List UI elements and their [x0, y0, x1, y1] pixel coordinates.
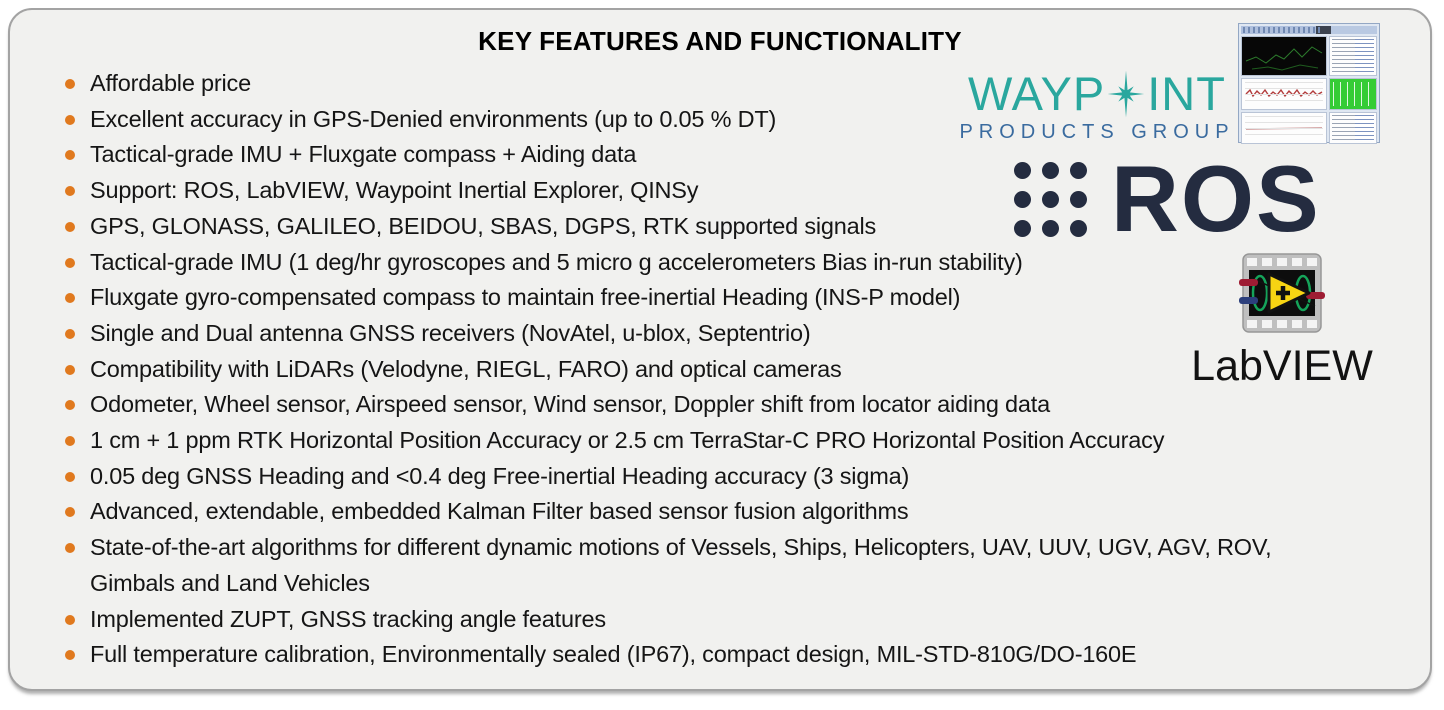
ros-dots-icon — [1014, 162, 1087, 237]
feature-item — [62, 423, 1165, 459]
feature-item — [62, 494, 1000, 530]
waypoint-logo — [954, 68, 1240, 143]
waypoint-word-end: INT — [1147, 67, 1226, 120]
bullet-icon — [65, 400, 75, 410]
feature-text: Compatibility with LiDARs (Velodyne, RIEGL, FARO) and optical cameras — [90, 355, 842, 382]
feature-text: Affordable price — [90, 70, 251, 96]
feature-text: Odometer, Wheel sensor, Airspeed sensor, Wind sensor, Doppler shift from locator aiding data — [90, 391, 1050, 418]
gray-signal-icon — [1242, 113, 1326, 143]
compass-star-icon — [1106, 68, 1146, 120]
feature-item — [62, 387, 1050, 423]
feature-text: 1 cm + 1 ppm RTK Horizontal Position Accuracy or 2.5 cm TerraStar-C PRO Horizontal Position Accuracy — [90, 427, 1165, 454]
bullet-icon — [65, 150, 75, 160]
bullet-icon — [65, 186, 75, 196]
feature-item — [62, 637, 1137, 673]
feature-item — [62, 316, 1000, 352]
bullet-icon — [65, 436, 75, 446]
trajectory-plot-icon — [1242, 37, 1326, 75]
feature-text: State-of-the-art algorithms for different dynamic motions of Vessels, Ships, Helicopters, UAV, UUV, UGV, AGV, ROV, Gimbals and Land Vehicles — [90, 534, 1272, 596]
feature-text: Tactical-grade IMU (1 deg/hr gyroscopes and 5 micro g accelerometers Bias in-run stability) — [90, 248, 1023, 275]
feature-text: Support: ROS, LabVIEW, Waypoint Inertial Explorer, QINSy — [90, 177, 699, 204]
feature-text: Full temperature calibration, Environmentally sealed (IP67), compact design, MIL-STD-810G/DO-160E — [90, 641, 1137, 668]
feature-text: 0.05 deg GNSS Heading and <0.4 deg Free-inertial Heading accuracy (3 sigma) — [90, 462, 910, 489]
feature-text: Fluxgate gyro-compensated compass to maintain free-inertial Heading (INS-P model) — [90, 284, 961, 311]
waypoint-wordmark — [954, 68, 1240, 120]
bullet-icon — [65, 115, 75, 125]
bullet-icon — [65, 472, 75, 482]
feature-text: Excellent accuracy in GPS-Denied environments (up to 0.05 % DT) — [90, 105, 777, 132]
bullet-icon — [65, 365, 75, 375]
feature-text: GPS, GLONASS, GALILEO, BEIDOU, SBAS, DGPS, RTK supported signals — [90, 212, 877, 239]
bullet-icon — [65, 293, 75, 303]
feature-item — [62, 280, 1000, 316]
labview-filmstrip-icon — [1239, 250, 1325, 336]
feature-item — [62, 209, 1000, 245]
page-title: KEY FEATURES AND FUNCTIONALITY — [478, 26, 962, 56]
feature-item — [62, 66, 1000, 102]
bullet-icon — [65, 650, 75, 660]
thumb-window-titlebar — [1241, 26, 1377, 34]
key-features-panel — [8, 8, 1432, 691]
feature-item — [62, 530, 1272, 601]
bullet-icon — [65, 329, 75, 339]
ros-logo — [1014, 146, 1321, 251]
feature-item — [62, 245, 1023, 281]
feature-item — [62, 102, 1000, 138]
feature-item — [62, 459, 1000, 495]
thumb-panels-grid — [1241, 36, 1377, 144]
bullet-icon — [65, 79, 75, 89]
feature-item — [62, 137, 1000, 173]
thumb-status-panel — [1329, 36, 1377, 76]
bullet-icon — [65, 258, 75, 268]
ros-wordmark: ROS — [1111, 146, 1321, 251]
feature-item — [62, 352, 1000, 388]
bullet-icon — [65, 543, 75, 553]
waypoint-word-start: WAYP — [968, 67, 1106, 120]
feature-text: Tactical-grade IMU + Fluxgate compass + Aiding data — [90, 141, 637, 168]
thumb-signal-plot — [1241, 78, 1327, 110]
labview-wordmark: LabVIEW — [1191, 342, 1373, 390]
thumb-lower-plot — [1241, 112, 1327, 144]
labview-logo — [1186, 250, 1378, 389]
thumb-list-panel — [1329, 112, 1377, 144]
red-signal-icon — [1242, 79, 1326, 109]
feature-text: Advanced, extendable, embedded Kalman Filter based sensor fusion algorithms — [90, 498, 909, 525]
feature-text: Single and Dual antenna GNSS receivers (NovAtel, u-blox, Septentrio) — [90, 319, 811, 346]
feature-item — [62, 602, 1000, 638]
bullet-icon — [65, 615, 75, 625]
thumb-map-plot — [1241, 36, 1327, 76]
thumb-green-bars-panel — [1329, 78, 1377, 110]
bullet-icon — [65, 507, 75, 517]
feature-item — [62, 173, 1000, 209]
bullet-icon — [65, 222, 75, 232]
software-screenshot-thumbnail — [1238, 23, 1380, 143]
feature-text: Implemented ZUPT, GNSS tracking angle features — [90, 605, 606, 632]
waypoint-subtitle: PRODUCTS GROUP — [959, 121, 1235, 143]
